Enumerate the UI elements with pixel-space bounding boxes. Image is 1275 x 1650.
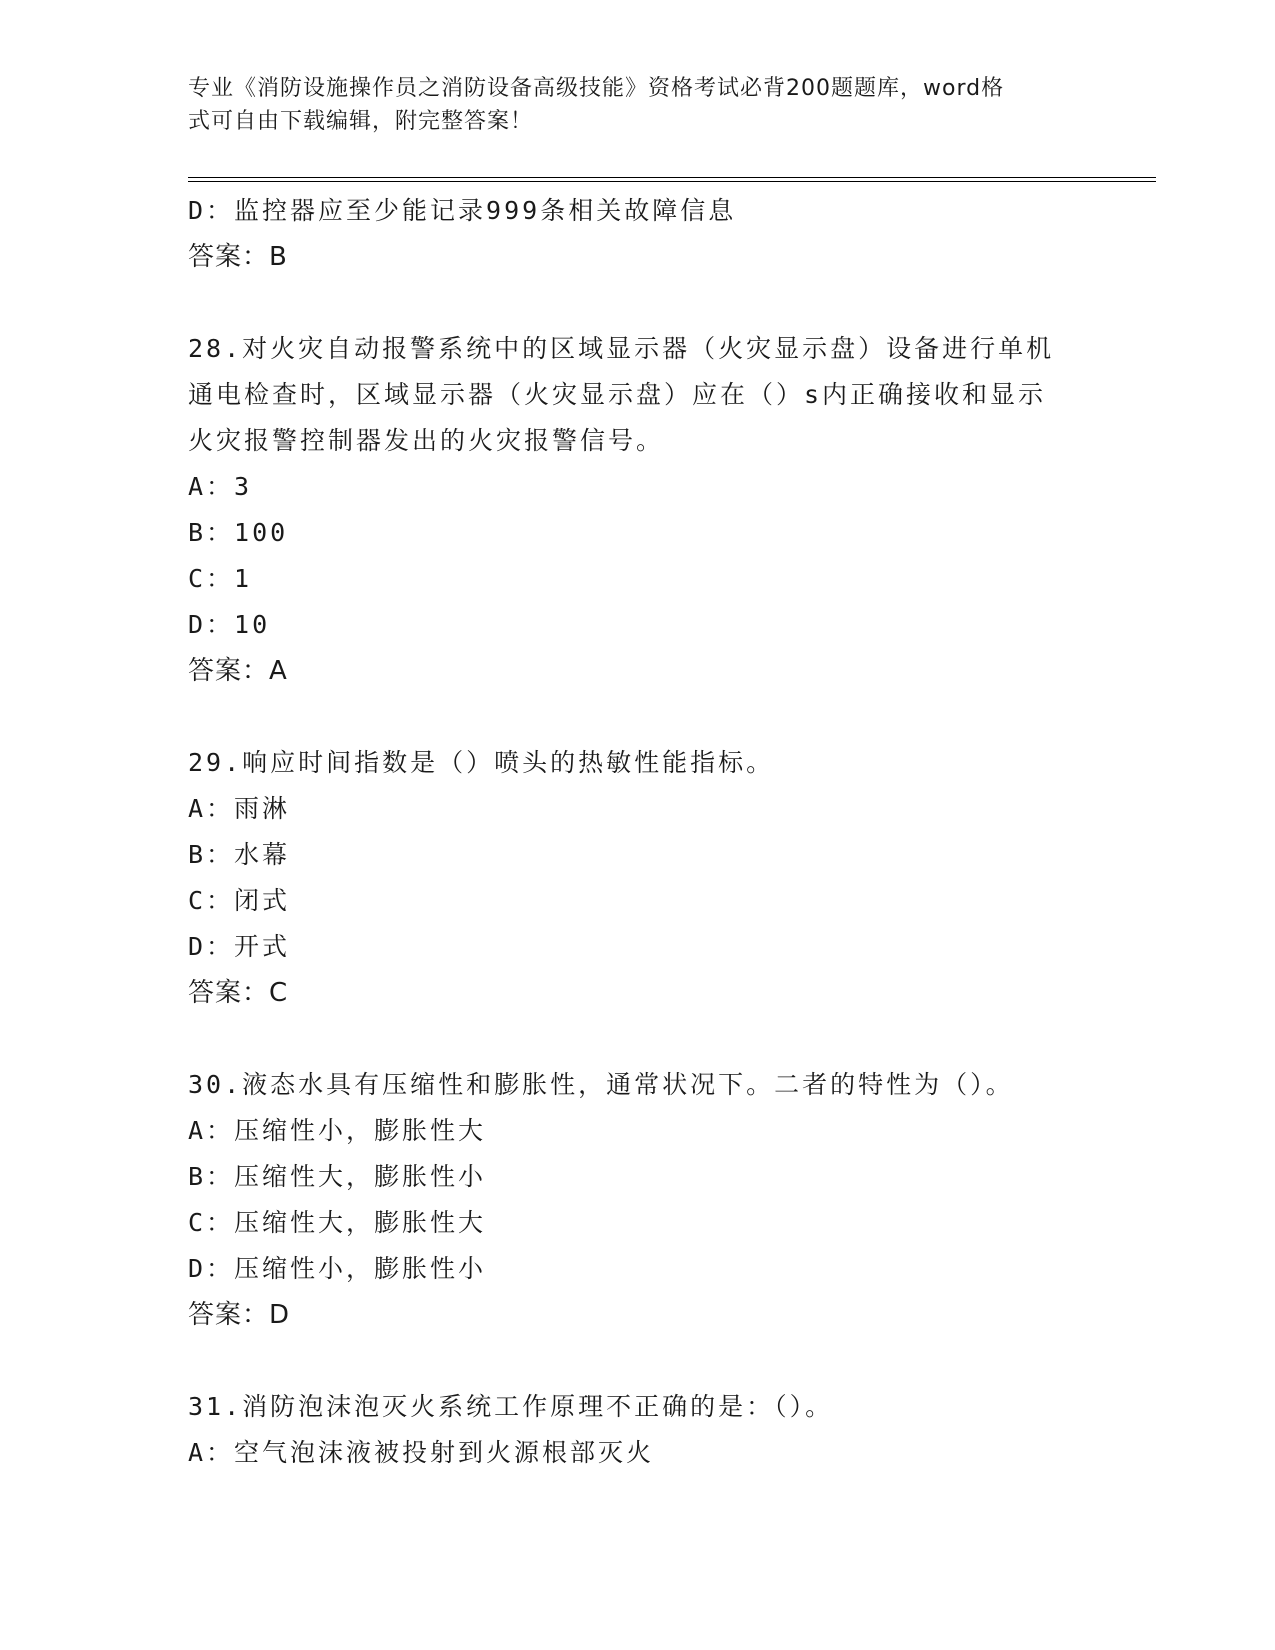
option-d: D：10: [188, 610, 271, 639]
header-line-2: 式可自由下载编辑，附完整答案！: [188, 109, 534, 134]
option-c: C：压缩性大，膨胀性大: [188, 1208, 487, 1237]
option-c: C：1: [188, 564, 253, 593]
option-b: B：压缩性大，膨胀性小: [188, 1162, 487, 1191]
option-a: A：雨淋: [188, 794, 291, 823]
stem-line: 通电检查时，区域显示器（火灾显示盘）应在（）s内正确接收和显示: [188, 380, 1047, 409]
option-a: A：空气泡沫液被投射到火源根部灭火: [188, 1438, 655, 1467]
stem-line: 31.消防泡沫泡灭火系统工作原理不正确的是：（）。: [188, 1392, 834, 1421]
stem-line: 29.响应时间指数是（）喷头的热敏性能指标。: [188, 748, 775, 777]
option-d: D：开式: [188, 932, 291, 961]
header-line-1: 专业《消防设施操作员之消防设备高级技能》资格考试必背200题题库，word格: [188, 76, 1005, 101]
header-divider-thin: [188, 181, 1156, 182]
option-a: A：压缩性小，膨胀性大: [188, 1116, 487, 1145]
option-a: A：3: [188, 472, 253, 501]
option-c: C：闭式: [188, 886, 291, 915]
question-30: [188, 1062, 1088, 1338]
question-28: [188, 326, 1088, 694]
option-d: D：监控器应至少能记录999条相关故障信息: [188, 196, 737, 225]
option-d: D：压缩性小，膨胀性小: [188, 1254, 487, 1283]
option-b: B：水幕: [188, 840, 291, 869]
answer-line: 答案：B: [188, 242, 288, 272]
document-header: [188, 72, 1088, 138]
header-divider-thick: [188, 177, 1156, 178]
answer-line: 答案：A: [188, 656, 288, 686]
question-stem: [188, 740, 1088, 786]
stem-line: 30.液态水具有压缩性和膨胀性，通常状况下。二者的特性为（）。: [188, 1070, 1014, 1099]
option-b: B：100: [188, 518, 289, 547]
question-31: [188, 1384, 1088, 1476]
stem-line: 火灾报警控制器发出的火灾报警信号。: [188, 426, 665, 455]
question-stem: [188, 1384, 1088, 1430]
stem-line: 28.对火灾自动报警系统中的区域显示器（火灾显示盘）设备进行单机: [188, 334, 1055, 363]
carryover-block: [188, 188, 1088, 280]
answer-line: 答案：D: [188, 1300, 291, 1330]
answer-line: 答案：C: [188, 978, 289, 1008]
question-stem: [188, 326, 1088, 464]
question-stem: [188, 1062, 1088, 1108]
question-29: [188, 740, 1088, 1016]
question-list: [188, 188, 1088, 1476]
